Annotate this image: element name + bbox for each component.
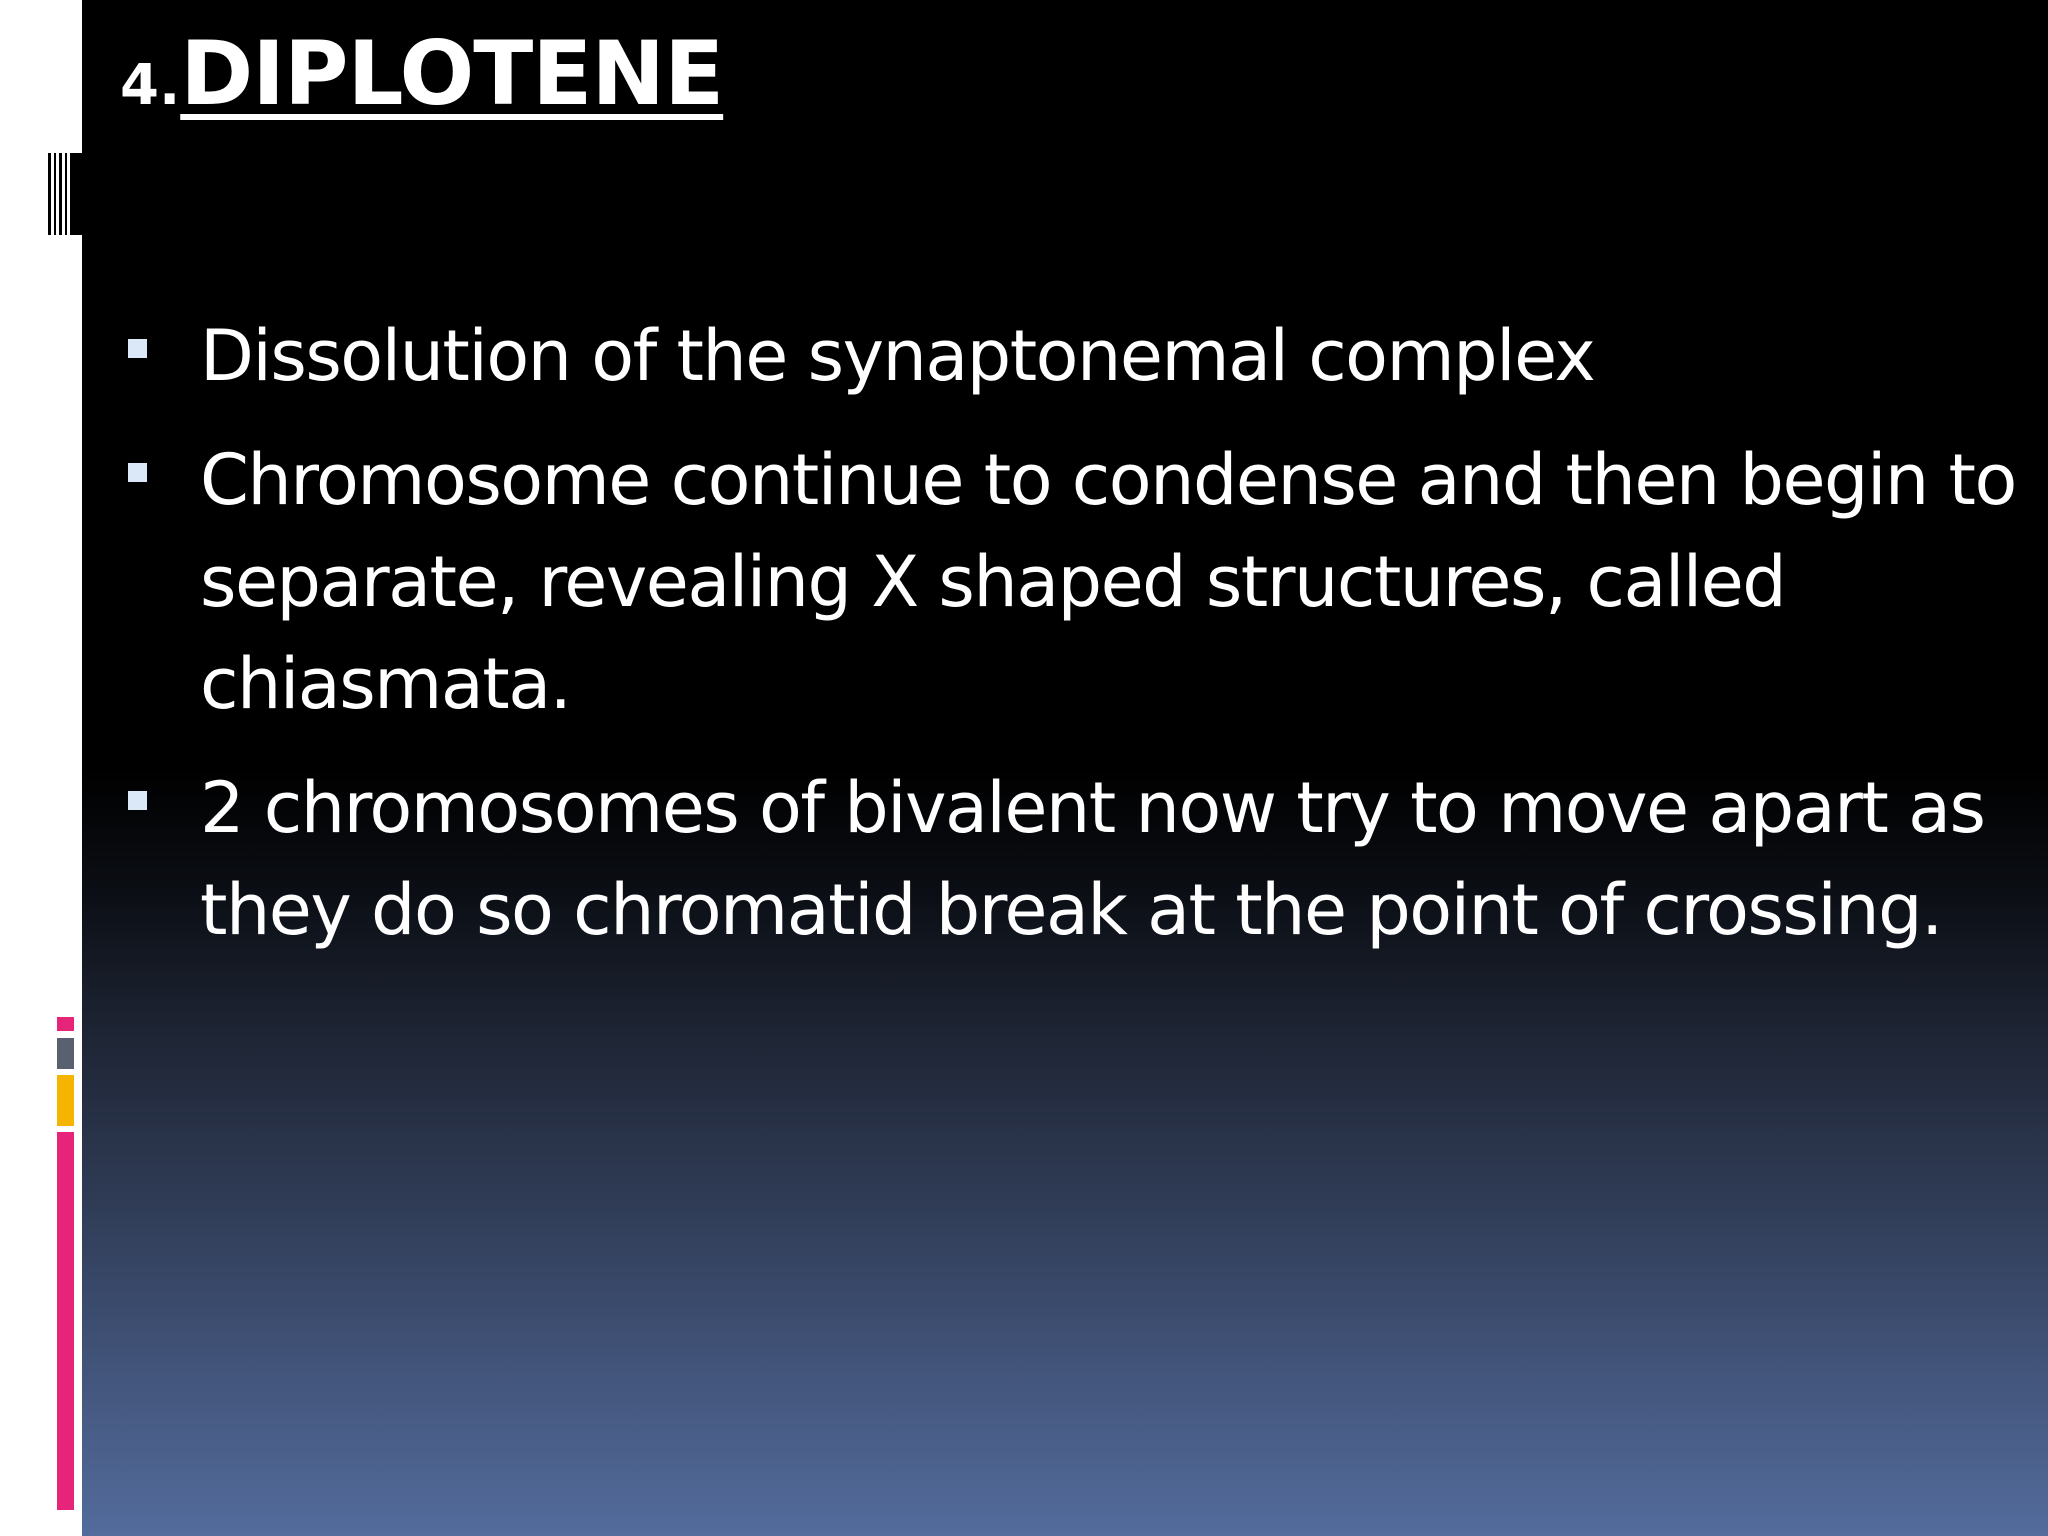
bullet-text: Chromosome continue to condense and then begin to separate, revealing X shaped structures, called chiasmata. bbox=[200, 439, 2016, 725]
slide-title bbox=[120, 22, 723, 125]
decorative-bar-gold bbox=[57, 1075, 74, 1126]
decorative-stripes-top bbox=[48, 153, 82, 235]
decorative-bar-gray bbox=[57, 1038, 74, 1069]
square-bullet-icon bbox=[128, 463, 147, 482]
decorative-bar-pink-top bbox=[57, 1017, 74, 1031]
bullet-item bbox=[128, 429, 2028, 735]
bullet-list bbox=[128, 305, 2028, 983]
title-text: DIPLOTENE bbox=[180, 22, 724, 125]
bullet-item bbox=[128, 757, 2028, 961]
decorative-bar-pink-long bbox=[57, 1132, 74, 1510]
bullet-text: 2 chromosomes of bivalent now try to move apart as they do so chromatid break at the point of crossing. bbox=[200, 767, 1985, 951]
title-number: 4. bbox=[120, 53, 181, 118]
bullet-text: Dissolution of the synaptonemal complex bbox=[200, 315, 1595, 397]
bullet-item bbox=[128, 305, 2028, 407]
square-bullet-icon bbox=[128, 339, 147, 358]
square-bullet-icon bbox=[128, 791, 147, 810]
